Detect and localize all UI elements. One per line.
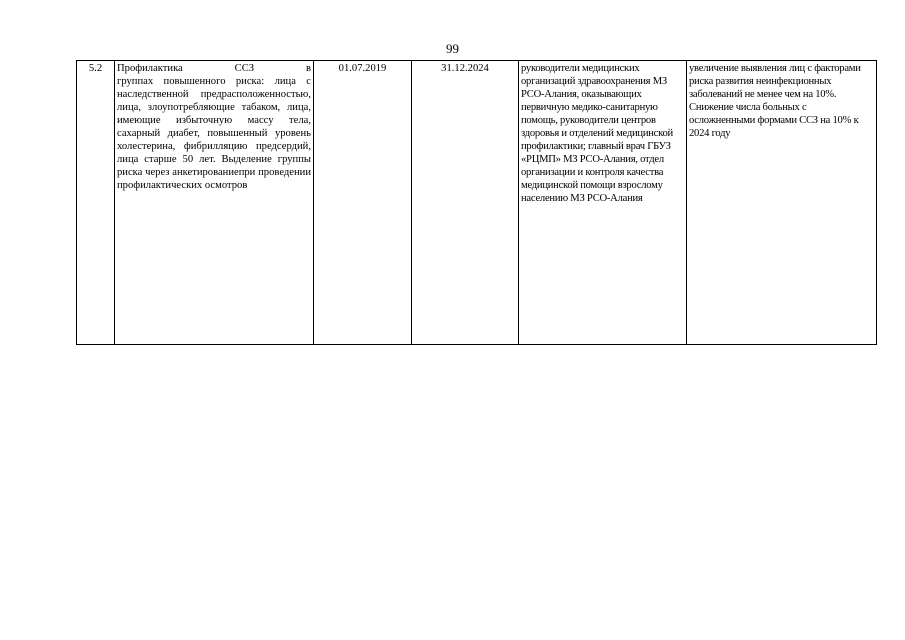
activity-title: Профилактика ССЗ в — [117, 63, 311, 74]
activity-description: группах повышенного риска: лица с наследственной предрасположенностью, лица, злоупотребляющие табаком, лица, имеющие избыточную массу тела, сахарный диабет, повышенный уровень холестерина, фибрилляцию предсердий, лица старше 50 лет. Выделение группы риска через анкетированиепри проведении профилактических осмотров — [117, 76, 311, 191]
end-date-cell — [412, 61, 519, 345]
start-date-cell — [314, 61, 412, 345]
end-date: 31.12.2024 — [441, 63, 489, 74]
table-row — [77, 61, 877, 345]
row-number-cell — [77, 61, 115, 345]
start-date: 01.07.2019 — [338, 63, 387, 74]
activity-cell — [115, 61, 314, 345]
responsible-cell — [519, 61, 687, 345]
result-cell — [687, 61, 877, 345]
page-number: 99 — [446, 41, 459, 56]
responsible-text: руководители медицинских организаций здравоохранения МЗ РСО-Алания, оказывающих первичную медико-санитарную помощь, руководители центров здоровья и отделений медицинской профилактики; главный врач ГБУЗ «РЦМП» МЗ РСО-Алания, отдел организации и контроля качества медицинской помощи взрослому населению МЗ РСО-Алания — [521, 63, 673, 204]
measures-table — [76, 60, 877, 345]
row-number: 5.2 — [88, 63, 103, 74]
expected-result-text: увеличение выявления лиц с факторами риска развития неинфекционных заболеваний не менее чем на 10%. Снижение числа больных с осложненными формами ССЗ на 10% к 2024 году — [689, 63, 861, 139]
